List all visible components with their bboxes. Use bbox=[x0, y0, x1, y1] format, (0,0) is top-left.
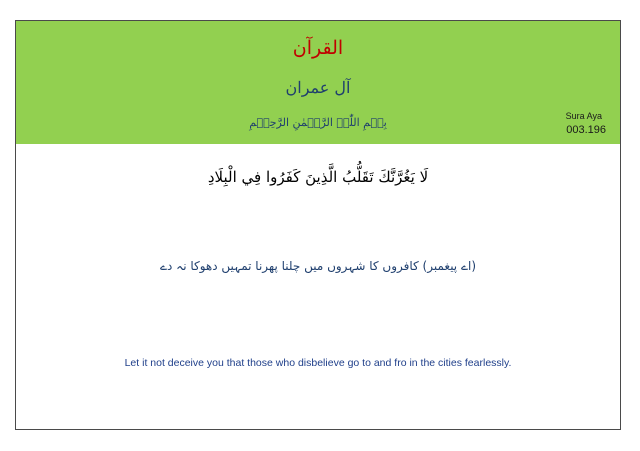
english-translation: Let it not deceive you that those who disbelieve go to and fro in the cities fearlessly. bbox=[124, 357, 512, 369]
reference-label: Sura Aya bbox=[565, 111, 602, 121]
page-title: القرآن bbox=[292, 37, 344, 59]
reference-value: 003.196 bbox=[566, 124, 606, 136]
verse-card bbox=[15, 20, 621, 430]
urdu-translation: (اے پیغمبر) کافروں کا شہروں میں چلنا پھرنا تمہیں دھوکا نہ دے bbox=[159, 259, 477, 273]
header-banner bbox=[16, 21, 620, 144]
bismillah: بِسۡمِ اللّٰہِ الرَّحۡمٰنِ الرَّحِیۡمِ bbox=[249, 116, 387, 129]
arabic-verse: لَا يَغُرَّنَّكَ تَقَلُّبُ الَّذِينَ كَفَرُوا فِي الْبِلَادِ bbox=[207, 168, 429, 186]
surah-name: آل عمران bbox=[285, 78, 351, 97]
